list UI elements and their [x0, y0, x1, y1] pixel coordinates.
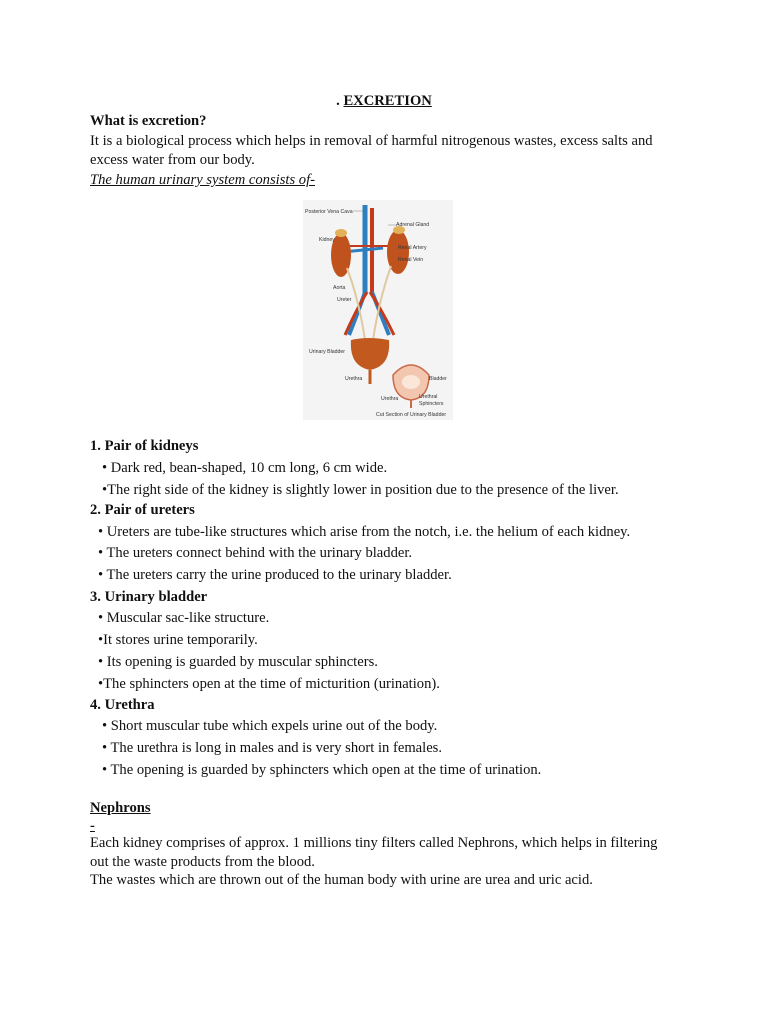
intro-question: What is excretion?	[90, 113, 207, 129]
label-caption: Cut Section of Urinary Bladder	[376, 412, 447, 418]
label-bladder: Urinary Bladder	[309, 349, 346, 355]
label-sphincters-1: Urethral	[419, 394, 438, 400]
nephrons-p1-line2: out the waste products from the blood.	[90, 854, 315, 870]
intro-answer-line2: excess water from our body.	[90, 152, 255, 168]
list-item: • Its opening is guarded by muscular sphincters.	[98, 654, 378, 670]
label-adrenal: Adrenal Gland	[396, 222, 430, 228]
list-item: • The opening is guarded by sphincters which open at the time of urination.	[102, 762, 542, 778]
nephrons-heading: Nephrons	[90, 800, 151, 816]
label-renal-artery: Renal Artery	[398, 245, 427, 251]
list-item: • The ureters carry the urine produced to the urinary bladder.	[98, 567, 452, 583]
title-text: EXCRETION	[343, 93, 432, 109]
label-renal-vein: Renal Vein	[398, 257, 424, 263]
list-item: • The ureters connect behind with the urinary bladder.	[98, 545, 413, 561]
intro-answer-line1: It is a biological process which helps in removal of harmful nitrogenous wastes, excess salts and	[90, 133, 653, 149]
section-heading-bladder: 3. Urinary bladder	[90, 589, 208, 605]
section-heading-ureters: 2. Pair of ureters	[90, 502, 195, 518]
list-item: • Muscular sac-like structure.	[98, 610, 270, 626]
list-item: • The urethra is long in males and is very short in females.	[102, 740, 443, 756]
label-ureter: Ureter	[337, 297, 352, 303]
system-heading: The human urinary system consists of-	[90, 172, 315, 188]
section-heading-urethra: 4. Urethra	[90, 697, 155, 713]
nephrons-p1-line1: Each kidney comprises of approx. 1 millions tiny filters called Nephrons, which helps in filtering	[90, 835, 658, 851]
nephrons-p2: The wastes which are thrown out of the human body with urine are urea and uric acid.	[90, 872, 593, 888]
page-title	[0, 93, 768, 110]
label-sphincters-2: Sphincters	[419, 401, 444, 407]
label-kidney: Kidney	[319, 237, 335, 243]
nephrons-marker: -	[90, 818, 95, 834]
list-item: • Ureters are tube-like structures which arise from the notch, i.e. the helium of each kidney.	[98, 524, 631, 540]
label-urethra-small: Urethra	[381, 396, 399, 402]
label-vena-cava: Posterior Vena Cava	[305, 209, 353, 215]
title-prefix: .	[336, 93, 344, 109]
label-aorta: Aorta	[333, 285, 346, 291]
label-urethra: Urethra	[345, 376, 363, 382]
label-bladder-small: Bladder	[429, 376, 447, 382]
list-item: •It stores urine temporarily.	[98, 632, 258, 648]
section-heading-kidneys: 1. Pair of kidneys	[90, 438, 199, 454]
list-item: • Short muscular tube which expels urine out of the body.	[102, 718, 438, 734]
list-item: • Dark red, bean-shaped, 10 cm long, 6 cm wide.	[102, 460, 388, 476]
list-item: •The right side of the kidney is slightly lower in position due to the presence of the liver.	[102, 482, 619, 498]
list-item: •The sphincters open at the time of micturition (urination).	[98, 676, 440, 692]
urinary-system-figure	[303, 200, 453, 420]
